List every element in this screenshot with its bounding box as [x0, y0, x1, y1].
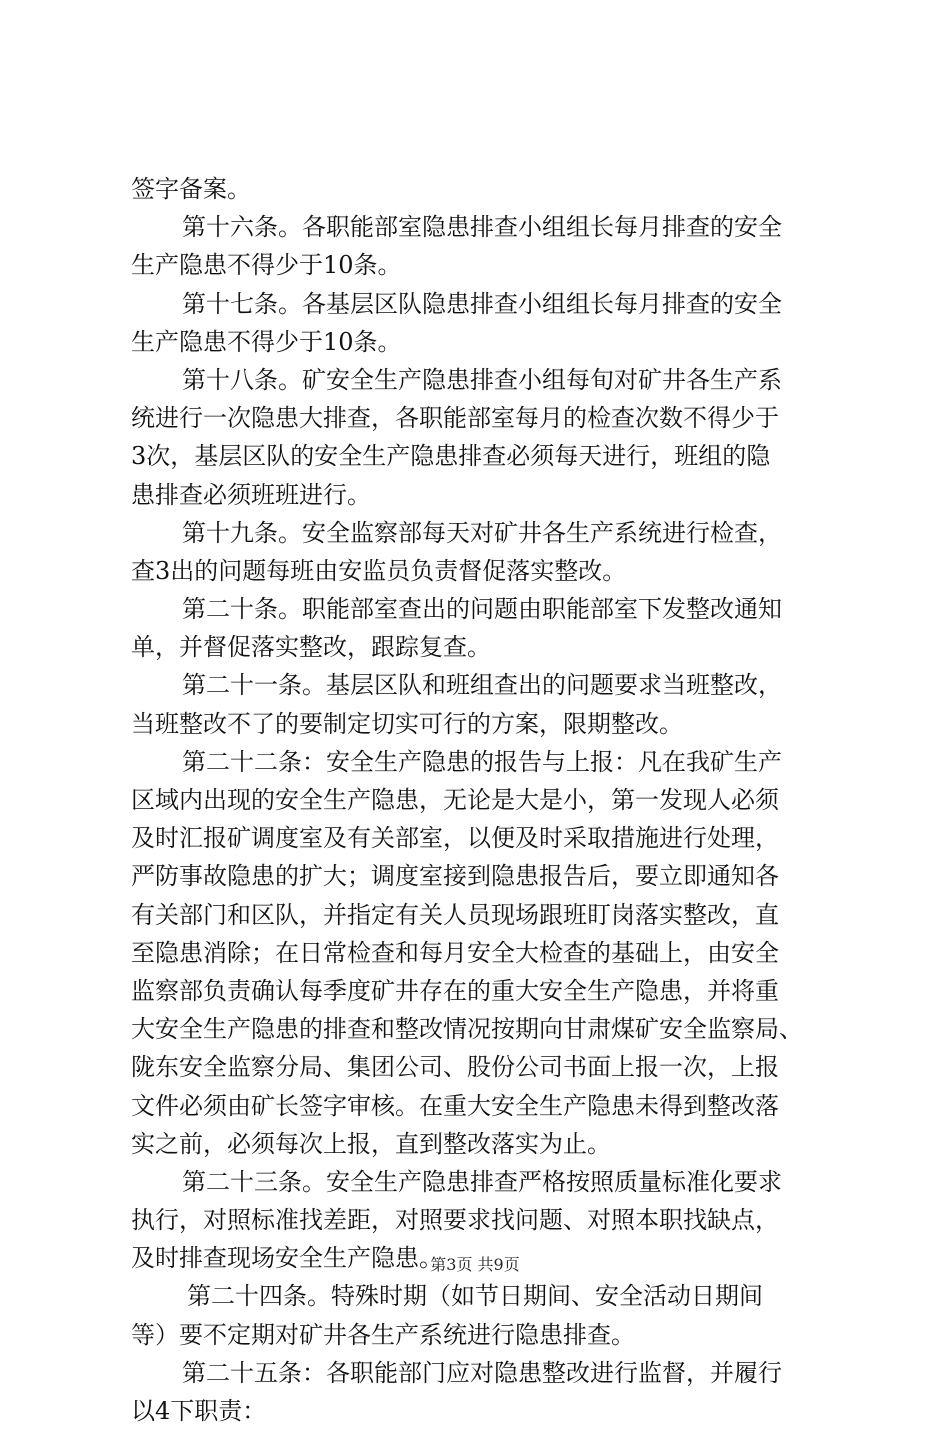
text-line: 第十六条。各职能部室隐患排查小组组长每月排查的安全	[182, 213, 782, 242]
text-line: 陇东安全监察分局、集团公司、股份公司书面上报一次，上报	[131, 1053, 779, 1082]
text-line: 第十七条。各基层区队隐患排查小组组长每月排查的安全	[182, 289, 782, 318]
text-line: 第二十三条。安全生产隐患排查严格按照质量标准化要求	[182, 1167, 782, 1196]
text-line: 执行，对照标准找差距，对照要求找问题、对照本职找缺点，	[131, 1206, 779, 1235]
text-line: 实之前，必须每次上报，直到整改落实为止。	[131, 1129, 611, 1158]
text-line: 当班整改不了的要制定切实可行的方案，限期整改。	[131, 709, 683, 738]
document-body	[131, 170, 831, 1430]
text-line: 区域内出现的安全生产隐患，无论是大是小，第一发现人必须	[131, 786, 779, 814]
text-line: 生产隐患不得少于10条。	[131, 251, 402, 280]
text-line: 及时排查现场安全生产隐患。	[131, 1244, 443, 1273]
text-line: 第十八条。矿安全生产隐患排查小组每旬对矿井各生产系	[182, 365, 782, 394]
text-line: 等）要不定期对矿井各生产系统进行隐患排查。	[131, 1320, 635, 1349]
text-line: 患排查必须班班进行。	[131, 480, 371, 509]
text-line: 监察部负责确认每季度矿井存在的重大安全生产隐患，并将重	[131, 976, 779, 1005]
text-line: 单，并督促落实整改，跟踪复查。	[131, 633, 491, 662]
text-line: 文件必须由矿长签字审核。在重大安全生产隐患未得到整改落	[131, 1091, 779, 1120]
text-line: 及时汇报矿调度室及有关部室，以便及时采取措施进行处理，	[131, 824, 779, 853]
text-line: 第二十条。职能部室查出的问题由职能部室下发整改通知	[182, 595, 782, 624]
text-line: 签字备案。	[131, 175, 251, 203]
text-line: 3次，基层区队的安全生产隐患排查必须每天进行，班组的隐	[131, 442, 771, 471]
page-number-footer: 第3页 共9页	[430, 1255, 520, 1274]
text-line: 大安全生产隐患的排查和整改情况按期向甘肃煤矿安全监察局、	[131, 1015, 803, 1044]
text-line: 以4下职责：	[131, 1397, 267, 1425]
text-line: 统进行一次隐患大排查，各职能部室每月的检查次数不得少于	[131, 404, 779, 433]
text-line: 第二十一条。基层区队和班组查出的问题要求当班整改，	[182, 671, 782, 700]
text-line: 严防事故隐患的扩大；调度室接到隐患报告后，要立即通知各	[131, 862, 779, 891]
text-line: 第二十五条：各职能部门应对隐患整改进行监督，并履行	[182, 1358, 782, 1387]
text-line: 查3出的问题每班由安监员负责督促落实整改。	[131, 556, 627, 585]
text-line: 至隐患消除；在日常检查和每月安全大检查的基础上，由安全	[131, 938, 779, 967]
text-line: 有关部门和区队，并指定有关人员现场跟班盯岗落实整改，直	[131, 900, 779, 929]
text-line: 第十九条。安全监察部每天对矿井各生产系统进行检查，	[182, 518, 782, 547]
text-line: 第二十二条：安全生产隐患的报告与上报：凡在我矿生产	[182, 747, 782, 776]
text-line: 生产隐患不得少于10条。	[131, 327, 402, 356]
text-line: 第二十四条。特殊时期（如节日期间、安全活动日期间	[187, 1282, 763, 1311]
